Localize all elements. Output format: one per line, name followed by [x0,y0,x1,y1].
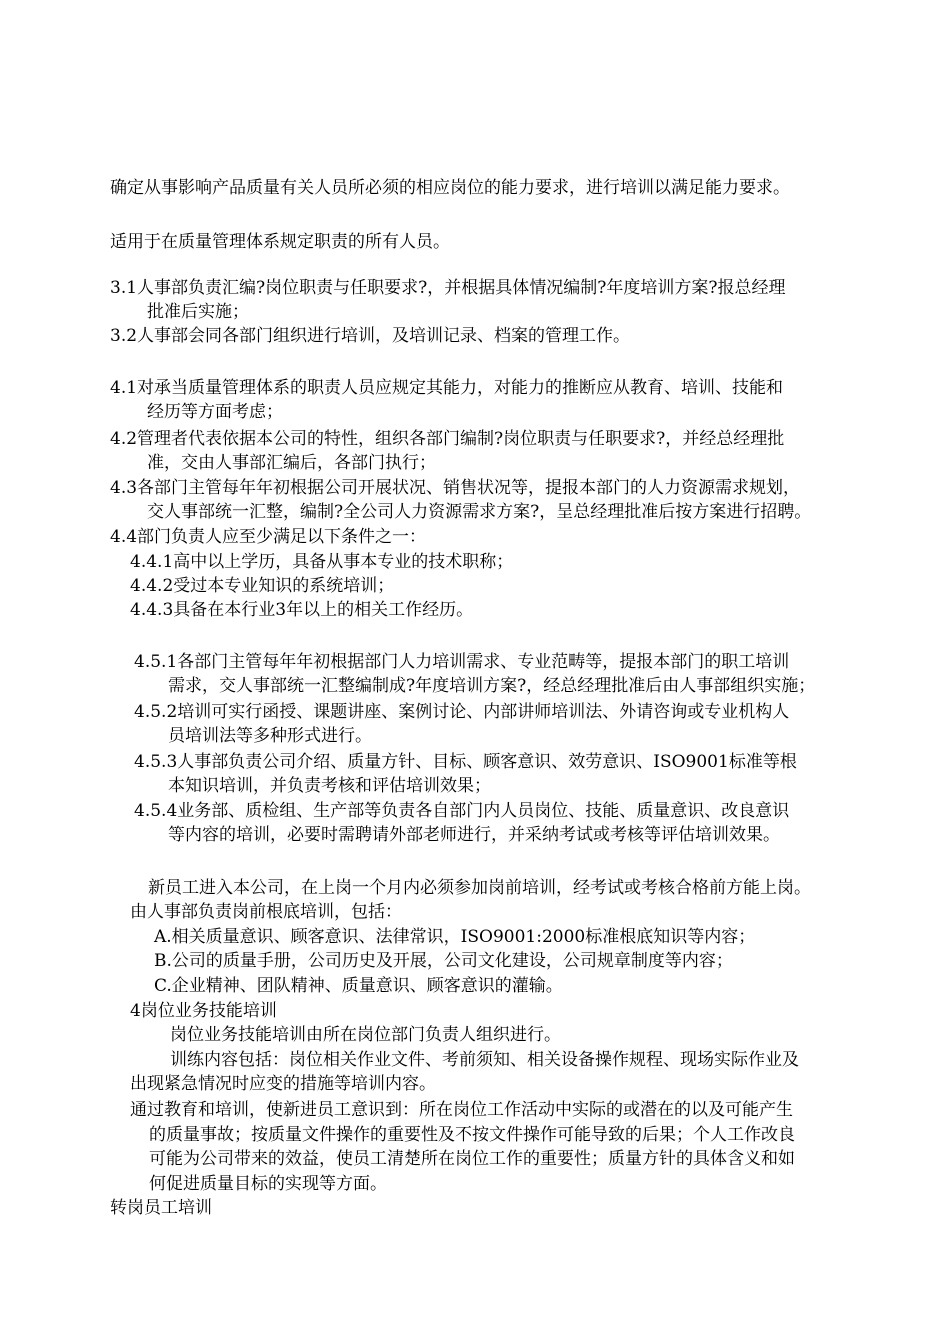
job-skill-line-2: 训练内容包括：岗位相关作业文件、考前须知、相关设备操作规程、现场实际作业及 [170,1050,799,1070]
clause-4-2-cont: 准，交由人事部汇编后，各部门执行； [147,453,436,473]
clause-4-4-3: 4.4.3具备在本行业3年以上的相关工作经历。 [130,600,474,620]
clause-4-4-1: 4.4.1高中以上学历，具备从事本专业的技术职称； [130,552,514,572]
new-staff-basis: 由人事部负责岗前根底培训，包括： [130,902,402,922]
clause-3-1: 3.1人事部负责汇编?岗位职责与任职要求?，并根据具体情况编制?年度培训方案?报总经理 [110,278,786,298]
new-staff-item-c: C.企业精神、团队精神、质量意识、顾客意识的灌输。 [154,976,563,996]
job-skill-heading: 4岗位业务技能培训 [130,1001,277,1021]
clause-4-3-cont: 交人事部统一汇整，编制?全公司人力资源需求方案?，呈总经理批准后按方案进行招聘。 [147,502,812,522]
clause-3-2: 3.2人事部会同各部门组织进行培训，及培训记录、档案的管理工作。 [110,326,631,346]
education-line-2: 的质量事故；按质量文件操作的重要性及不按文件操作可能导致的后果；个人工作改良 [149,1125,795,1145]
transfer-heading: 转岗员工培训 [110,1198,212,1218]
clause-4-5-4: 4.5.4业务部、质检组、生产部等负责各自部门内人员岗位、技能、质量意识、改良意识 [134,801,790,821]
clause-4-4-2: 4.4.2受过本专业知识的系统培训； [130,576,395,596]
clause-3-1-cont: 批准后实施； [147,302,249,322]
new-staff-item-a: A.相关质量意识、顾客意识、法律常识，ISO9001:2000标准根底知识等内容； [154,927,756,947]
job-skill-line-1: 岗位业务技能培训由所在岗位部门负责人组织进行。 [170,1025,561,1045]
clause-4-2: 4.2管理者代表依据本公司的特性，组织各部门编制?岗位职责与任职要求?，并经总经理批 [110,429,785,449]
education-line-1: 通过教育和培训，使新进员工意识到：所在岗位工作活动中实际的或潜在的以及可能产生 [130,1100,793,1120]
job-skill-line-3: 出现紧急情况时应变的措施等培训内容。 [130,1074,436,1094]
clause-4-5-1-cont: 需求，交人事部统一汇整编制成?年度培训方案?，经总经理批准后由人事部组织实施； [168,676,816,696]
purpose-text: 确定从事影响产品质量有关人员所必须的相应岗位的能力要求，进行培训以满足能力要求。 [110,178,790,198]
clause-4-5-2: 4.5.2培训可实行函授、课题讲座、案例讨论、内部讲师培训法、外请咨询或专业机构人 [134,702,790,722]
clause-4-5-2-cont: 员培训法等多种形式进行。 [168,726,372,746]
clause-4-5-1: 4.5.1各部门主管每年年初根据部门人力培训需求、专业范畴等，提报本部门的职工培训 [134,652,790,672]
clause-4-1-cont: 经历等方面考虑； [147,402,283,422]
education-line-4: 何促进质量目标的实现等方面。 [149,1174,387,1194]
clause-4-1: 4.1对承当质量管理体系的职责人员应规定其能力，对能力的推断应从教育、培训、技能和 [110,378,784,398]
clause-4-5-3-cont: 本知识培训，并负责考核和评估培训效果； [168,776,491,796]
clause-4-4: 4.4部门负责人应至少满足以下条件之一： [110,527,427,547]
clause-4-3: 4.3各部门主管每年年初根据公司开展状况、销售状况等，提报本部门的人力资源需求规划， [110,478,801,498]
new-staff-item-b: B.公司的质量手册，公司历史及开展，公司文化建设，公司规章制度等内容； [154,951,733,971]
scope-text: 适用于在质量管理体系规定职责的所有人员。 [110,232,450,252]
education-line-3: 可能为公司带来的效益，使员工清楚所在岗位工作的重要性；质量方针的具体含义和如 [149,1149,795,1169]
clause-4-5-4-cont: 等内容的培训，必要时需聘请外部老师进行，并采纳考试或考核等评估培训效果。 [168,825,780,845]
new-staff-intro: 新员工进入本公司，在上岗一个月内必须参加岗前培训，经考试或考核合格前方能上岗。 [148,878,811,898]
clause-4-5-3: 4.5.3人事部负责公司介绍、质量方针、目标、顾客意识、效劳意识、ISO9001标准等根 [134,752,797,772]
